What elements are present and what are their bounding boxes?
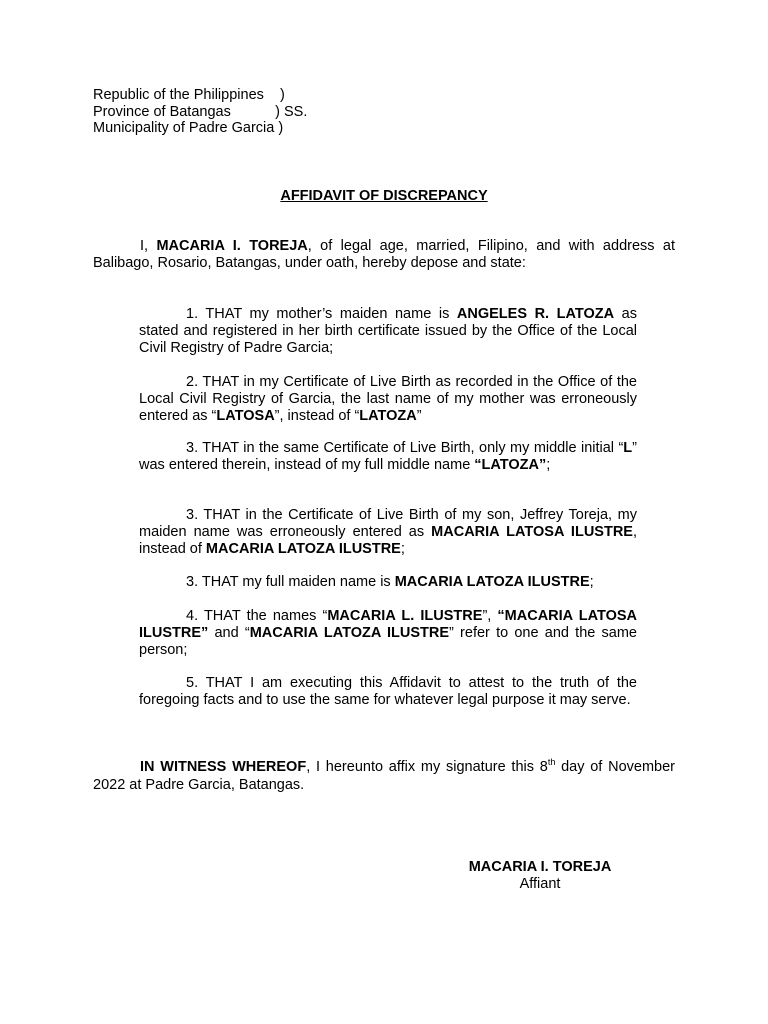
intro-paragraph: [93, 238, 675, 272]
statement-text: 2. THAT in my Certificate of Live Birth as recorded in the Office of the Local Civil Registry of Garcia, the last name of my mother was erroneously entered as “: [139, 374, 637, 424]
statement-text: 3. THAT in the same Certificate of Live Birth, only my middle initial “: [186, 440, 624, 456]
signature-block: [440, 859, 640, 893]
statement-bold: MACARIA LATOZA ILUSTRE: [205, 541, 401, 557]
ordinal-suffix: th: [547, 757, 556, 768]
venue-block: [93, 87, 307, 137]
witness-text: , I hereunto affix my signature this 8: [306, 759, 548, 775]
statement-paragraph: [139, 608, 637, 659]
statement-bold: MACARIA L. ILUSTRE: [327, 608, 483, 624]
affiant-name: MACARIA I. TOREJA: [156, 238, 308, 254]
statement-paragraph: [139, 507, 637, 558]
statement-text: ;: [400, 541, 405, 557]
statement-text: as stated and registered in her birth certificate issued by the Office of the Local Civil Registry of Padre Garcia;: [139, 306, 638, 356]
statement-paragraph: [139, 374, 637, 425]
statement-bold: ANGELES R. LATOZA: [456, 306, 615, 322]
venue-line: Province of Batangas ) SS.: [93, 103, 308, 120]
statement-text: ”,: [482, 608, 498, 624]
statement-paragraph: [139, 306, 637, 357]
statement-bold: “LATOZA”: [474, 457, 547, 473]
statement-bold: MACARIA LATOZA ILUSTRE: [394, 574, 590, 590]
witness-paragraph: [93, 758, 675, 794]
statement-text: 5. THAT I am executing this Affidavit to attest to the truth of the foregoing facts and to use the same for whatever legal purpose it may serve.: [139, 675, 637, 708]
signatory-role: Affiant: [519, 876, 561, 892]
witness-bold: IN WITNESS WHEREOF: [140, 759, 307, 775]
statement-text: 4. THAT the names “: [186, 608, 328, 624]
signatory-name: MACARIA I. TOREJA: [468, 859, 612, 875]
statement-text: ”: [416, 408, 422, 424]
statement-bold: LATOSA: [216, 408, 275, 424]
intro-text: , of legal age, married, Filipino, and with address at Balibago, Rosario, Batangas, under oath, hereby depose and state:: [93, 238, 675, 271]
statement-bold: “MACARIA LATOSA ILUSTRE”: [139, 608, 637, 641]
statement-bold: LATOZA: [359, 408, 417, 424]
statement-text: 3. THAT in the Certificate of Live Birth of my son, Jeffrey Toreja, my maiden name was erroneously entered as: [139, 507, 637, 540]
statement-text: ” was entered therein, instead of my full middle name: [139, 440, 637, 473]
document-title: AFFIDAVIT OF DISCREPANCY: [280, 188, 488, 204]
statement-paragraph: [139, 440, 637, 474]
statement-paragraph: [139, 574, 637, 591]
statement-text: ;: [546, 457, 551, 473]
statement-text: ” refer to one and the same person;: [139, 625, 637, 658]
statement-text: and “: [208, 625, 250, 641]
statement-text: ;: [589, 574, 594, 590]
statement-text: , instead of: [139, 524, 637, 557]
intro-text: I,: [140, 238, 157, 254]
venue-line: Municipality of Padre Garcia ): [93, 120, 284, 136]
statement-text: 1. THAT my mother’s maiden name is: [186, 306, 457, 322]
statement-bold: MACARIA LATOSA ILUSTRE: [431, 524, 633, 540]
statement-text: 3. THAT my full maiden name is: [186, 574, 395, 590]
witness-text: day of November 2022 at Padre Garcia, Batangas.: [93, 759, 675, 793]
statement-text: ”, instead of “: [274, 408, 360, 424]
statement-bold: L: [623, 440, 633, 456]
statement-paragraph: [139, 675, 637, 709]
statement-bold: MACARIA LATOZA ILUSTRE: [249, 625, 450, 641]
venue-line: Republic of the Philippines ): [93, 87, 285, 103]
